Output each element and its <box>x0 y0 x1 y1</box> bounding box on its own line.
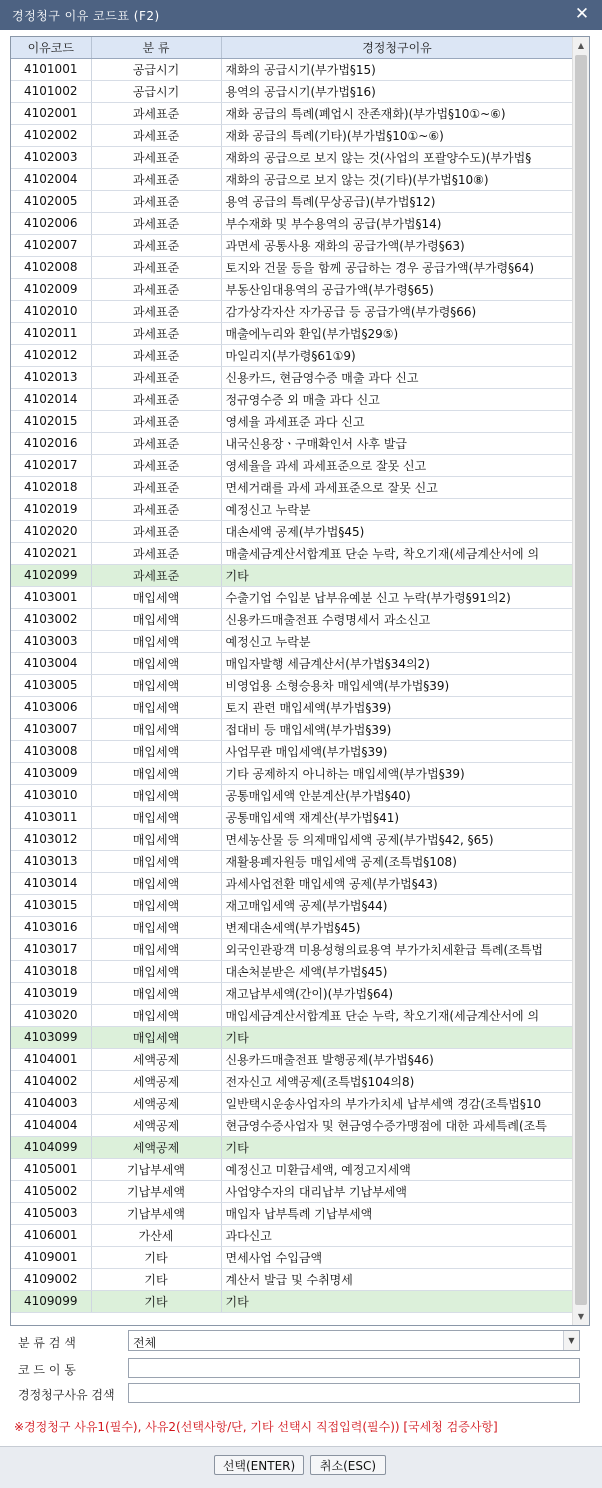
category-cell[interactable]: 매입세액 <box>91 828 221 850</box>
code-cell[interactable]: 4103006 <box>11 696 91 718</box>
code-table <box>10 36 590 1326</box>
table-row[interactable] <box>11 916 573 938</box>
code-cell[interactable]: 4103013 <box>11 850 91 872</box>
code-cell[interactable]: 4105003 <box>11 1202 91 1224</box>
reason-cell[interactable]: 재화 공급의 특례(기타)(부가법§10①~⑥) <box>221 124 573 146</box>
table-row[interactable] <box>11 1158 573 1180</box>
table-row[interactable] <box>11 1268 573 1290</box>
category-cell[interactable]: 과세표준 <box>91 520 221 542</box>
reason-cell[interactable]: 과다신고 <box>221 1224 573 1246</box>
reason-cell[interactable]: 접대비 등 매입세액(부가법§39) <box>221 718 573 740</box>
category-search-label: 분 류 검 색 <box>18 1336 76 1350</box>
code-cell[interactable]: 4105001 <box>11 1158 91 1180</box>
reason-cell[interactable]: 재고매입세액 공제(부가법§44) <box>221 894 573 916</box>
category-cell[interactable]: 기납부세액 <box>91 1180 221 1202</box>
category-cell[interactable]: 세액공제 <box>91 1114 221 1136</box>
table-row[interactable] <box>11 960 573 982</box>
table-row[interactable] <box>11 784 573 806</box>
reason-cell[interactable]: 대손처분받은 세액(부가법§45) <box>221 960 573 982</box>
category-select[interactable] <box>128 1330 580 1351</box>
category-cell[interactable]: 매입세액 <box>91 718 221 740</box>
reason-cell[interactable]: 전자신고 세액공제(조특법§104의8) <box>221 1070 573 1092</box>
reason-cell[interactable]: 신용카드매출전표 수령명세서 과소신고 <box>221 608 573 630</box>
category-cell[interactable]: 매입세액 <box>91 894 221 916</box>
code-cell[interactable]: 4102019 <box>11 498 91 520</box>
table-row[interactable] <box>11 982 573 1004</box>
code-cell[interactable]: 4103010 <box>11 784 91 806</box>
table-row[interactable] <box>11 630 573 652</box>
code-cell[interactable]: 4103011 <box>11 806 91 828</box>
reason-cell[interactable]: 신용카드매출전표 발행공제(부가법§46) <box>221 1048 573 1070</box>
code-jump-input[interactable] <box>128 1358 580 1378</box>
code-cell[interactable]: 4103007 <box>11 718 91 740</box>
category-cell[interactable]: 과세표준 <box>91 124 221 146</box>
table-row[interactable] <box>11 1114 573 1136</box>
category-cell[interactable]: 과세표준 <box>91 234 221 256</box>
vertical-scrollbar[interactable] <box>572 37 589 1325</box>
table-row[interactable] <box>11 146 573 168</box>
cancel-button[interactable]: 취소(ESC) <box>310 1455 386 1475</box>
category-cell[interactable]: 세액공제 <box>91 1092 221 1114</box>
category-cell[interactable]: 기납부세액 <box>91 1158 221 1180</box>
table-row[interactable] <box>11 212 573 234</box>
code-cell[interactable]: 4103019 <box>11 982 91 1004</box>
table-row[interactable] <box>11 1048 573 1070</box>
reason-cell[interactable]: 과세사업전환 매입세액 공제(부가법§43) <box>221 872 573 894</box>
category-cell[interactable]: 세액공제 <box>91 1070 221 1092</box>
category-cell[interactable]: 과세표준 <box>91 322 221 344</box>
reason-cell[interactable]: 재활용폐자원등 매입세액 공제(조특법§108) <box>221 850 573 872</box>
reason-cell[interactable]: 토지와 건물 등을 함께 공급하는 경우 공급가액(부가령§64) <box>221 256 573 278</box>
code-cell[interactable]: 4102007 <box>11 234 91 256</box>
reason-cell[interactable]: 재화의 공급으로 보지 않는 것(기타)(부가법§10⑧) <box>221 168 573 190</box>
table-row[interactable] <box>11 80 573 102</box>
category-cell[interactable]: 매입세액 <box>91 762 221 784</box>
code-cell[interactable]: 4102021 <box>11 542 91 564</box>
reason-cell[interactable]: 내국신용장ㆍ구매확인서 사후 발급 <box>221 432 573 454</box>
category-cell[interactable]: 과세표준 <box>91 168 221 190</box>
category-cell[interactable]: 과세표준 <box>91 212 221 234</box>
table-row[interactable] <box>11 234 573 256</box>
code-cell[interactable]: 4104099 <box>11 1136 91 1158</box>
table-row[interactable] <box>11 938 573 960</box>
reason-cell[interactable]: 재고납부세액(간이)(부가법§64) <box>221 982 573 1004</box>
category-cell[interactable]: 매입세액 <box>91 674 221 696</box>
code-cell[interactable]: 4109001 <box>11 1246 91 1268</box>
table-row[interactable] <box>11 124 573 146</box>
reason-search-input[interactable] <box>128 1383 580 1403</box>
table-row[interactable] <box>11 652 573 674</box>
table-row[interactable] <box>11 476 573 498</box>
category-cell[interactable]: 과세표준 <box>91 454 221 476</box>
category-cell[interactable]: 세액공제 <box>91 1048 221 1070</box>
category-cell[interactable]: 매입세액 <box>91 960 221 982</box>
category-cell[interactable]: 과세표준 <box>91 498 221 520</box>
table-row[interactable] <box>11 256 573 278</box>
code-cell[interactable]: 4103001 <box>11 586 91 608</box>
code-cell[interactable]: 4102010 <box>11 300 91 322</box>
table-row[interactable] <box>11 190 573 212</box>
category-cell[interactable]: 공급시기 <box>91 80 221 102</box>
reason-cell[interactable]: 예정신고 누락분 <box>221 498 573 520</box>
category-cell[interactable]: 매입세액 <box>91 850 221 872</box>
category-cell[interactable]: 기납부세액 <box>91 1202 221 1224</box>
code-cell[interactable]: 4102017 <box>11 454 91 476</box>
reason-cell[interactable]: 예정신고 누락분 <box>221 630 573 652</box>
code-cell[interactable]: 4102018 <box>11 476 91 498</box>
category-cell[interactable]: 매입세액 <box>91 916 221 938</box>
code-grid <box>11 37 574 1313</box>
reason-search-label: 경정청구사유 검색 <box>18 1388 115 1402</box>
category-cell[interactable]: 가산세 <box>91 1224 221 1246</box>
chevron-down-icon[interactable]: ▼ <box>563 1331 579 1350</box>
table-row[interactable] <box>11 762 573 784</box>
category-select-value: 전체 <box>133 1336 157 1350</box>
table-row[interactable] <box>11 300 573 322</box>
category-cell[interactable]: 매입세액 <box>91 608 221 630</box>
category-cell[interactable]: 과세표준 <box>91 256 221 278</box>
category-cell[interactable]: 과세표준 <box>91 542 221 564</box>
category-cell[interactable]: 매입세액 <box>91 982 221 1004</box>
table-body <box>11 58 573 1312</box>
table-row[interactable] <box>11 454 573 476</box>
table-row[interactable] <box>11 498 573 520</box>
reason-cell[interactable]: 기타 <box>221 1026 573 1048</box>
title-bar <box>0 0 602 30</box>
code-cell[interactable]: 4109002 <box>11 1268 91 1290</box>
window-title: 경정청구 이유 코드표 (F2) <box>12 9 160 23</box>
reason-cell[interactable]: 용역 공급의 특례(무상공급)(부가법§12) <box>221 190 573 212</box>
reason-cell[interactable]: 기타 <box>221 1290 573 1312</box>
category-cell[interactable]: 매입세액 <box>91 1026 221 1048</box>
table-row[interactable] <box>11 806 573 828</box>
category-cell[interactable]: 매입세액 <box>91 696 221 718</box>
table-row[interactable] <box>11 894 573 916</box>
table-row[interactable] <box>11 410 573 432</box>
table-row[interactable] <box>11 1070 573 1092</box>
category-cell[interactable]: 기타 <box>91 1246 221 1268</box>
reason-cell[interactable]: 재화의 공급시기(부가법§15) <box>221 58 573 80</box>
category-cell[interactable]: 기타 <box>91 1268 221 1290</box>
table-row[interactable] <box>11 388 573 410</box>
category-cell[interactable]: 매입세액 <box>91 938 221 960</box>
category-cell[interactable]: 과세표준 <box>91 102 221 124</box>
category-cell[interactable]: 매입세액 <box>91 1004 221 1026</box>
category-cell[interactable]: 매입세액 <box>91 872 221 894</box>
code-cell[interactable]: 4102014 <box>11 388 91 410</box>
table-row[interactable] <box>11 564 573 586</box>
reason-cell[interactable]: 외국인관광객 미용성형의료용역 부가가치세환급 특례(조특법 <box>221 938 573 960</box>
category-cell[interactable]: 세액공제 <box>91 1136 221 1158</box>
code-cell[interactable]: 4102013 <box>11 366 91 388</box>
reason-cell[interactable]: 면세농산물 등 의제매입세액 공제(부가법§42, §65) <box>221 828 573 850</box>
reason-cell[interactable]: 감가상각자산 자가공급 등 공급가액(부가령§66) <box>221 300 573 322</box>
code-cell[interactable]: 4103014 <box>11 872 91 894</box>
code-cell[interactable]: 4102016 <box>11 432 91 454</box>
code-cell[interactable]: 4102008 <box>11 256 91 278</box>
reason-cell[interactable]: 재화의 공급으로 보지 않는 것(사업의 포괄양수도)(부가법§ <box>221 146 573 168</box>
category-cell[interactable]: 과세표준 <box>91 410 221 432</box>
code-cell[interactable]: 4104004 <box>11 1114 91 1136</box>
reason-cell[interactable]: 영세율을 과세 과세표준으로 잘못 신고 <box>221 454 573 476</box>
reason-cell[interactable]: 대손세액 공제(부가법§45) <box>221 520 573 542</box>
code-cell[interactable]: 4103008 <box>11 740 91 762</box>
code-cell[interactable]: 4103002 <box>11 608 91 630</box>
code-cell[interactable]: 4103015 <box>11 894 91 916</box>
code-cell[interactable]: 4104002 <box>11 1070 91 1092</box>
code-cell[interactable]: 4104003 <box>11 1092 91 1114</box>
code-cell[interactable]: 4102005 <box>11 190 91 212</box>
code-cell[interactable]: 4103017 <box>11 938 91 960</box>
select-button[interactable]: 선택(ENTER) <box>214 1455 304 1475</box>
category-cell[interactable]: 과세표준 <box>91 344 221 366</box>
table-row[interactable] <box>11 344 573 366</box>
table-row[interactable] <box>11 1092 573 1114</box>
close-icon[interactable]: ✕ <box>574 4 590 24</box>
table-row[interactable] <box>11 1202 573 1224</box>
reason-cell[interactable]: 과면세 공통사용 재화의 공급가액(부가령§63) <box>221 234 573 256</box>
category-cell[interactable]: 과세표준 <box>91 564 221 586</box>
code-cell[interactable]: 4102015 <box>11 410 91 432</box>
table-row[interactable] <box>11 168 573 190</box>
code-cell[interactable]: 4103005 <box>11 674 91 696</box>
table-row[interactable] <box>11 1290 573 1312</box>
category-cell[interactable]: 과세표준 <box>91 432 221 454</box>
reason-cell[interactable]: 정규영수증 외 매출 과다 신고 <box>221 388 573 410</box>
category-cell[interactable]: 매입세액 <box>91 784 221 806</box>
code-cell[interactable]: 4102003 <box>11 146 91 168</box>
table-row[interactable] <box>11 102 573 124</box>
category-cell[interactable]: 과세표준 <box>91 388 221 410</box>
reason-cell[interactable]: 예정신고 미환급세액, 예정고지세액 <box>221 1158 573 1180</box>
code-cell[interactable]: 4103004 <box>11 652 91 674</box>
button-bar <box>0 1446 602 1488</box>
code-cell[interactable]: 4104001 <box>11 1048 91 1070</box>
table-row[interactable] <box>11 828 573 850</box>
code-cell[interactable]: 4103016 <box>11 916 91 938</box>
reason-cell[interactable]: 매출에누리와 환입(부가법§29⑤) <box>221 322 573 344</box>
reason-cell[interactable]: 기타 <box>221 1136 573 1158</box>
reason-cell[interactable]: 마일리지(부가령§61①9) <box>221 344 573 366</box>
reason-cell[interactable]: 비영업용 소형승용차 매입세액(부가법§39) <box>221 674 573 696</box>
code-cell[interactable]: 4102004 <box>11 168 91 190</box>
category-cell[interactable]: 매입세액 <box>91 652 221 674</box>
reason-cell[interactable]: 수출기업 수입분 납부유예분 신고 누락(부가령§91의2) <box>221 586 573 608</box>
reason-cell[interactable]: 영세율 과세표준 과다 신고 <box>221 410 573 432</box>
scroll-up-icon[interactable]: ▲ <box>577 41 585 50</box>
table-row[interactable] <box>11 674 573 696</box>
code-cell[interactable]: 4106001 <box>11 1224 91 1246</box>
code-cell[interactable]: 4103020 <box>11 1004 91 1026</box>
category-cell[interactable]: 매입세액 <box>91 740 221 762</box>
table-row[interactable] <box>11 872 573 894</box>
column-header-category[interactable]: 분 류 <box>91 37 221 58</box>
table-row[interactable] <box>11 608 573 630</box>
code-cell[interactable]: 4101002 <box>11 80 91 102</box>
table-row[interactable] <box>11 278 573 300</box>
category-cell[interactable]: 과세표준 <box>91 190 221 212</box>
table-row[interactable] <box>11 740 573 762</box>
category-cell[interactable]: 과세표준 <box>91 476 221 498</box>
category-cell[interactable]: 매입세액 <box>91 586 221 608</box>
code-cell[interactable]: 4103009 <box>11 762 91 784</box>
reason-cell[interactable]: 매출세금계산서합계표 단순 누락, 착오기재(세금계산서에 의 <box>221 542 573 564</box>
code-cell[interactable]: 4101001 <box>11 58 91 80</box>
category-cell[interactable]: 과세표준 <box>91 300 221 322</box>
reason-cell[interactable]: 사업무관 매입세액(부가법§39) <box>221 740 573 762</box>
table-header-row <box>11 37 573 58</box>
table-row[interactable] <box>11 1136 573 1158</box>
reason-cell[interactable]: 재화 공급의 특례(폐업시 잔존재화)(부가법§10①~⑥) <box>221 102 573 124</box>
column-header-reason[interactable]: 경정청구이유 <box>221 37 573 58</box>
reason-cell[interactable]: 면세사업 수입금액 <box>221 1246 573 1268</box>
reason-cell[interactable]: 토지 관련 매입세액(부가법§39) <box>221 696 573 718</box>
table-row[interactable] <box>11 586 573 608</box>
category-cell[interactable]: 과세표준 <box>91 366 221 388</box>
code-cell[interactable]: 4105002 <box>11 1180 91 1202</box>
reason-cell[interactable]: 사업양수자의 대리납부 기납부세액 <box>221 1180 573 1202</box>
table-row[interactable] <box>11 542 573 564</box>
code-cell[interactable]: 4102001 <box>11 102 91 124</box>
column-header-code[interactable]: 이유코드 <box>11 37 91 58</box>
code-cell[interactable]: 4109099 <box>11 1290 91 1312</box>
reason-cell[interactable]: 기타 공제하지 아니하는 매입세액(부가법§39) <box>221 762 573 784</box>
reason-cell[interactable]: 매입자발행 세금계산서(부가법§34의2) <box>221 652 573 674</box>
code-cell[interactable]: 4102099 <box>11 564 91 586</box>
reason-cell[interactable]: 용역의 공급시기(부가법§16) <box>221 80 573 102</box>
reason-cell[interactable]: 변제대손세액(부가법§45) <box>221 916 573 938</box>
table-row[interactable] <box>11 1026 573 1048</box>
scrollbar-thumb[interactable] <box>575 55 587 1305</box>
notice-text: ※경정청구 사유1(필수), 사유2(선택사항/단, 기타 선택시 직접입력(필수)) [국세청 검증사항] <box>14 1420 498 1434</box>
reason-cell[interactable]: 현금영수증사업자 및 현금영수증가맹점에 대한 과세특례(조특 <box>221 1114 573 1136</box>
reason-cell[interactable]: 매입세금계산서합계표 단순 누락, 착오기재(세금계산서에 의 <box>221 1004 573 1026</box>
code-cell[interactable]: 4102020 <box>11 520 91 542</box>
table-row[interactable] <box>11 696 573 718</box>
reason-cell[interactable]: 공통매입세액 안분계산(부가법§40) <box>221 784 573 806</box>
table-row[interactable] <box>11 366 573 388</box>
category-cell[interactable]: 과세표준 <box>91 278 221 300</box>
code-cell[interactable]: 4103018 <box>11 960 91 982</box>
table-row[interactable] <box>11 322 573 344</box>
category-cell[interactable]: 매입세액 <box>91 806 221 828</box>
category-cell[interactable]: 공급시기 <box>91 58 221 80</box>
reason-cell[interactable]: 공통매입세액 재계산(부가법§41) <box>221 806 573 828</box>
code-cell[interactable]: 4102009 <box>11 278 91 300</box>
code-jump-label: 코 드 이 동 <box>18 1363 76 1377</box>
category-cell[interactable]: 기타 <box>91 1290 221 1312</box>
code-cell[interactable]: 4103099 <box>11 1026 91 1048</box>
code-cell[interactable]: 4102011 <box>11 322 91 344</box>
reason-cell[interactable]: 면세거래를 과세 과세표준으로 잘못 신고 <box>221 476 573 498</box>
code-cell[interactable]: 4103003 <box>11 630 91 652</box>
table-row[interactable] <box>11 58 573 80</box>
reason-cell[interactable]: 부동산임대용역의 공급가액(부가령§65) <box>221 278 573 300</box>
table-row[interactable] <box>11 1224 573 1246</box>
table-row[interactable] <box>11 718 573 740</box>
reason-cell[interactable]: 부수재화 및 부수용역의 공급(부가법§14) <box>221 212 573 234</box>
category-cell[interactable]: 매입세액 <box>91 630 221 652</box>
reason-cell[interactable]: 기타 <box>221 564 573 586</box>
code-cell[interactable]: 4103012 <box>11 828 91 850</box>
reason-cell[interactable]: 매입자 납부특례 기납부세액 <box>221 1202 573 1224</box>
table-row[interactable] <box>11 520 573 542</box>
table-row[interactable] <box>11 1180 573 1202</box>
reason-cell[interactable]: 신용카드, 현금영수증 매출 과다 신고 <box>221 366 573 388</box>
reason-cell[interactable]: 계산서 발급 및 수취명세 <box>221 1268 573 1290</box>
table-row[interactable] <box>11 850 573 872</box>
scroll-down-icon[interactable]: ▼ <box>577 1312 585 1321</box>
code-cell[interactable]: 4102012 <box>11 344 91 366</box>
table-row[interactable] <box>11 432 573 454</box>
table-row[interactable] <box>11 1246 573 1268</box>
code-cell[interactable]: 4102006 <box>11 212 91 234</box>
reason-cell[interactable]: 일반택시운송사업자의 부가가치세 납부세액 경감(조특법§10 <box>221 1092 573 1114</box>
table-row[interactable] <box>11 1004 573 1026</box>
category-cell[interactable]: 과세표준 <box>91 146 221 168</box>
code-cell[interactable]: 4102002 <box>11 124 91 146</box>
